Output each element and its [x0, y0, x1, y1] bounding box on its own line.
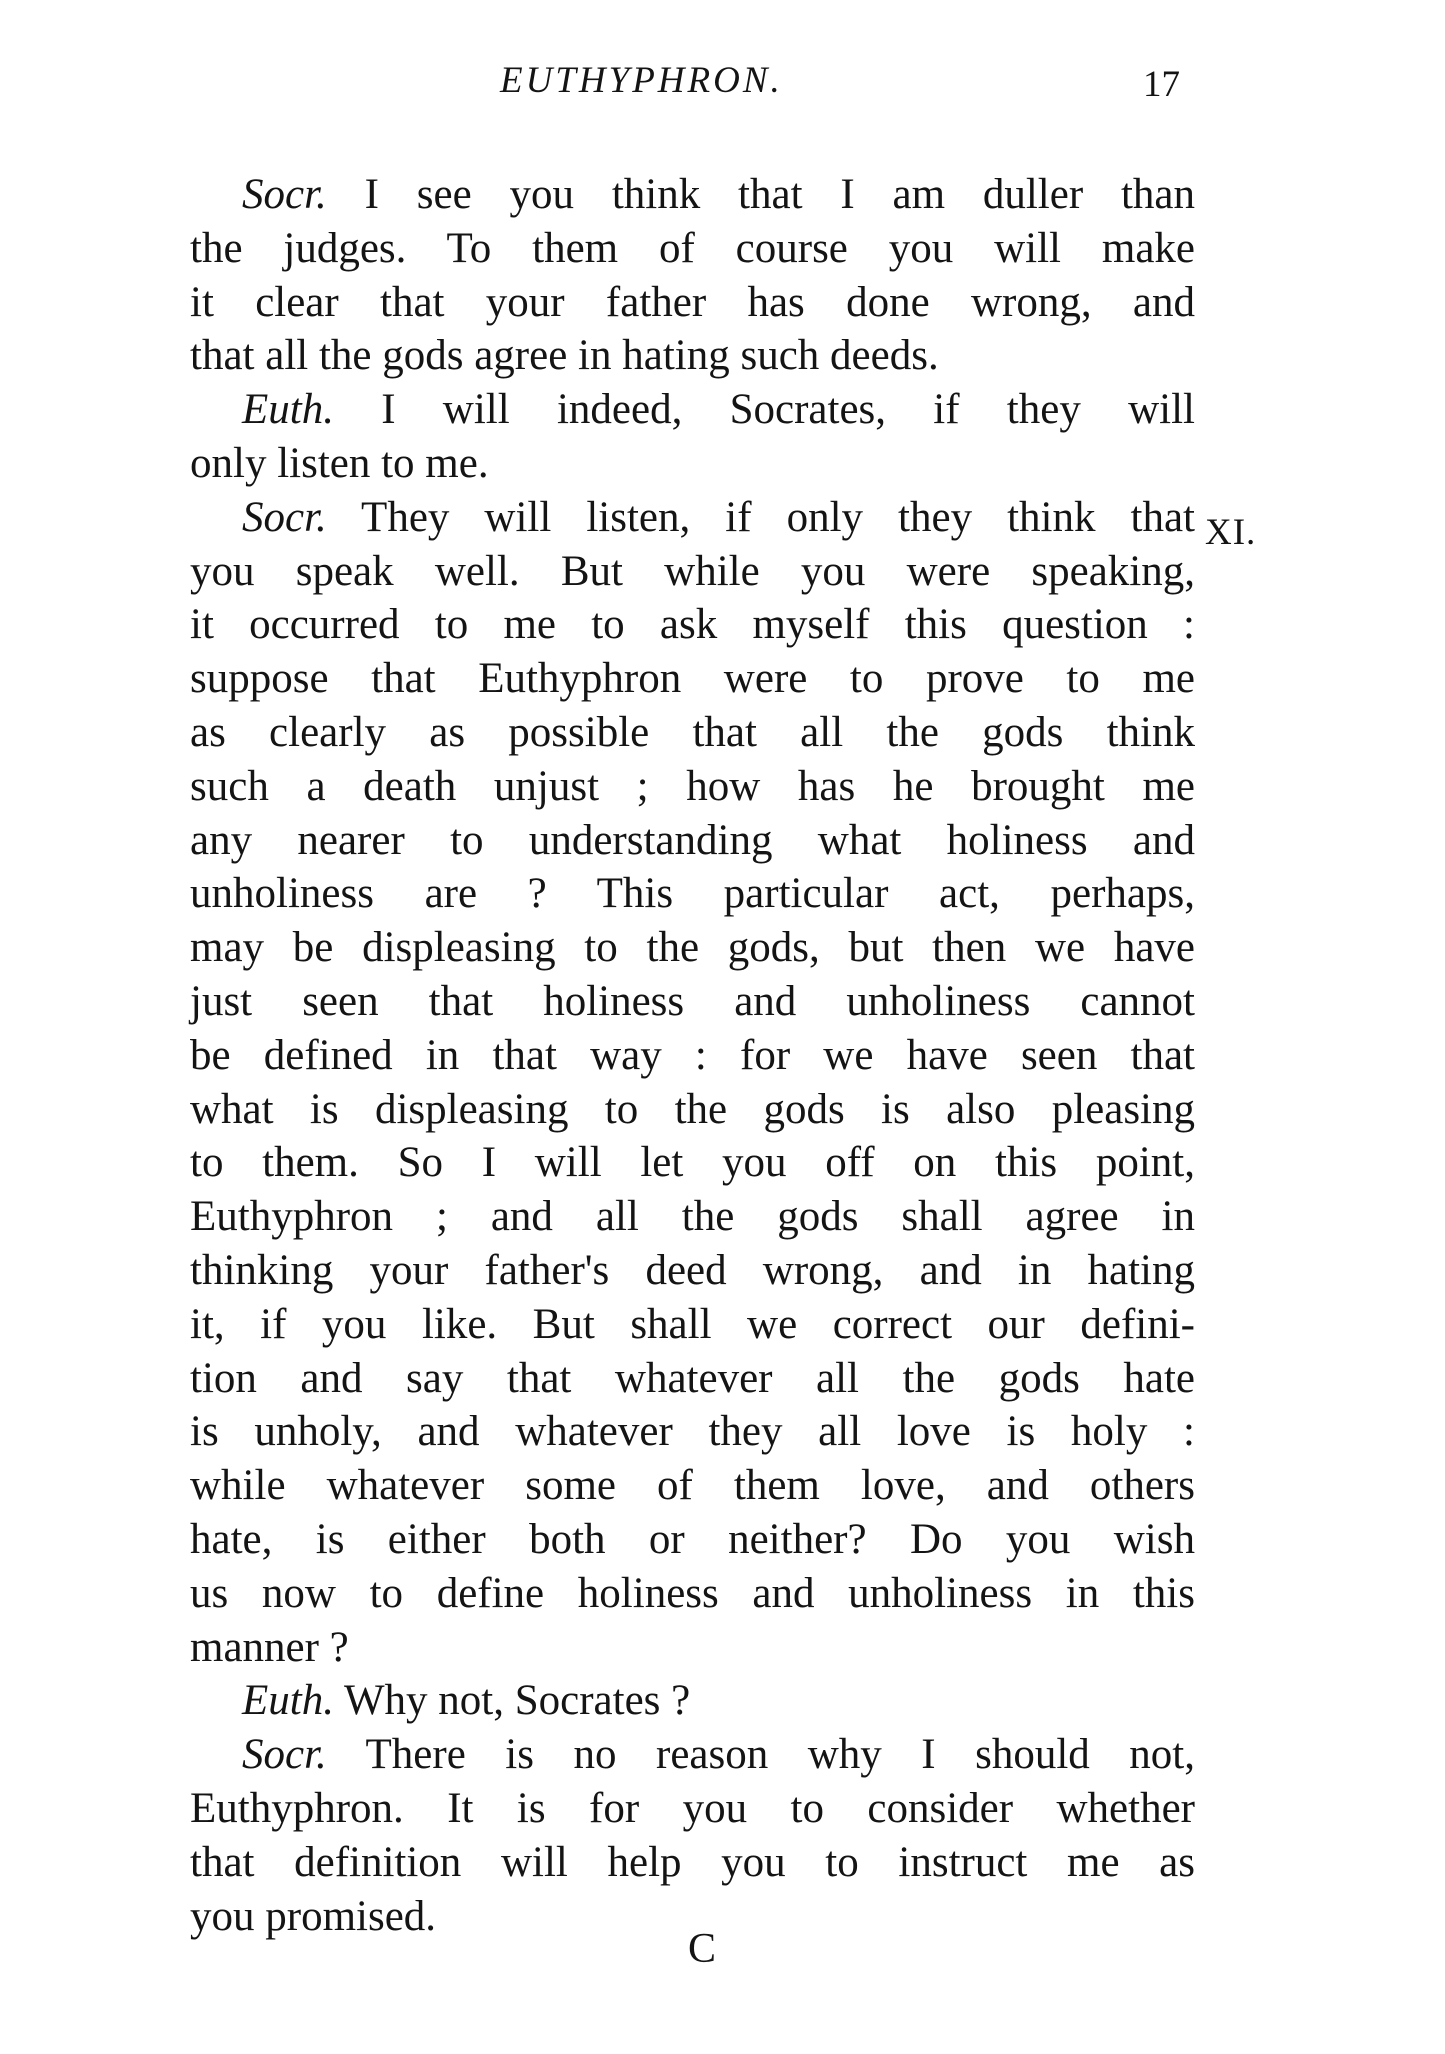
text-line: Socr. I see you think that I am duller than [242, 171, 1195, 218]
speaker-label: Socr. [242, 1731, 327, 1779]
text-line: hate, is either both or neither? Do you wish [190, 1515, 1195, 1563]
text-line: to them. So I will let you off on this point, [190, 1139, 1195, 1187]
text-line: only listen to me. [190, 439, 489, 487]
text-line: us now to define holiness and unholiness in this [190, 1569, 1195, 1617]
text-line: Socr. They will listen, if only they think that [242, 493, 1195, 541]
text-line: suppose that Euthyphron were to prove to me [190, 655, 1195, 703]
running-title: EUTHYPHRON. [500, 60, 783, 101]
text-line: be defined in that way : for we have seen that [190, 1031, 1195, 1079]
dialogue-text [190, 168, 1195, 1943]
signature-mark: C [688, 1926, 717, 1972]
text-line: you speak well. But while you were speaking, [190, 547, 1195, 595]
text-line: that all the gods agree in hating such deeds. [190, 332, 939, 380]
text-line: Euthyphron ; and all the gods shall agree in [190, 1193, 1195, 1241]
speaker-label: Socr. [242, 171, 327, 218]
text-line: the judges. To them of course you will make [190, 224, 1195, 272]
speaker-label: Euth. [242, 386, 334, 434]
text-line: it occurred to me to ask myself this question : [190, 601, 1195, 649]
text-line: it, if you like. But shall we correct our defini- [190, 1300, 1195, 1348]
speaker-label: Socr. [242, 493, 327, 541]
speaker-label: Euth. [242, 1677, 334, 1725]
text-line: you promised. [190, 1892, 437, 1940]
text-line: as clearly as possible that all the gods think [190, 708, 1195, 756]
text-line: may be displeasing to the gods, but then we have [190, 924, 1195, 972]
text-line: Euth. I will indeed, Socrates, if they will [242, 386, 1195, 434]
text-line: Euthyphron. It is for you to consider whether [190, 1784, 1195, 1832]
margin-section-number: XI. [1205, 512, 1257, 553]
text-line: while whatever some of them love, and others [190, 1462, 1195, 1510]
text-line: unholiness are ? This particular act, perhaps, [190, 870, 1195, 918]
text-line: Socr. There is no reason why I should not, [242, 1731, 1195, 1779]
page-number: 17 [1143, 64, 1180, 105]
text-line: is unholy, and whatever they all love is holy : [190, 1408, 1195, 1456]
text-line: thinking your father's deed wrong, and in hating [190, 1246, 1195, 1294]
text-line: just seen that holiness and unholiness cannot [190, 977, 1195, 1025]
text-line: tion and say that whatever all the gods hate [190, 1354, 1195, 1402]
text-line: such a death unjust ; how has he brought me [190, 762, 1195, 810]
text-line: it clear that your father has done wrong, and [190, 278, 1195, 326]
text-line: Euth. Why not, Socrates ? [242, 1677, 691, 1725]
text-line: any nearer to understanding what holiness and [190, 816, 1195, 864]
text-line: that definition will help you to instruct me as [190, 1838, 1195, 1886]
text-line: manner ? [190, 1623, 349, 1671]
text-line: what is displeasing to the gods is also pleasing [190, 1085, 1195, 1133]
